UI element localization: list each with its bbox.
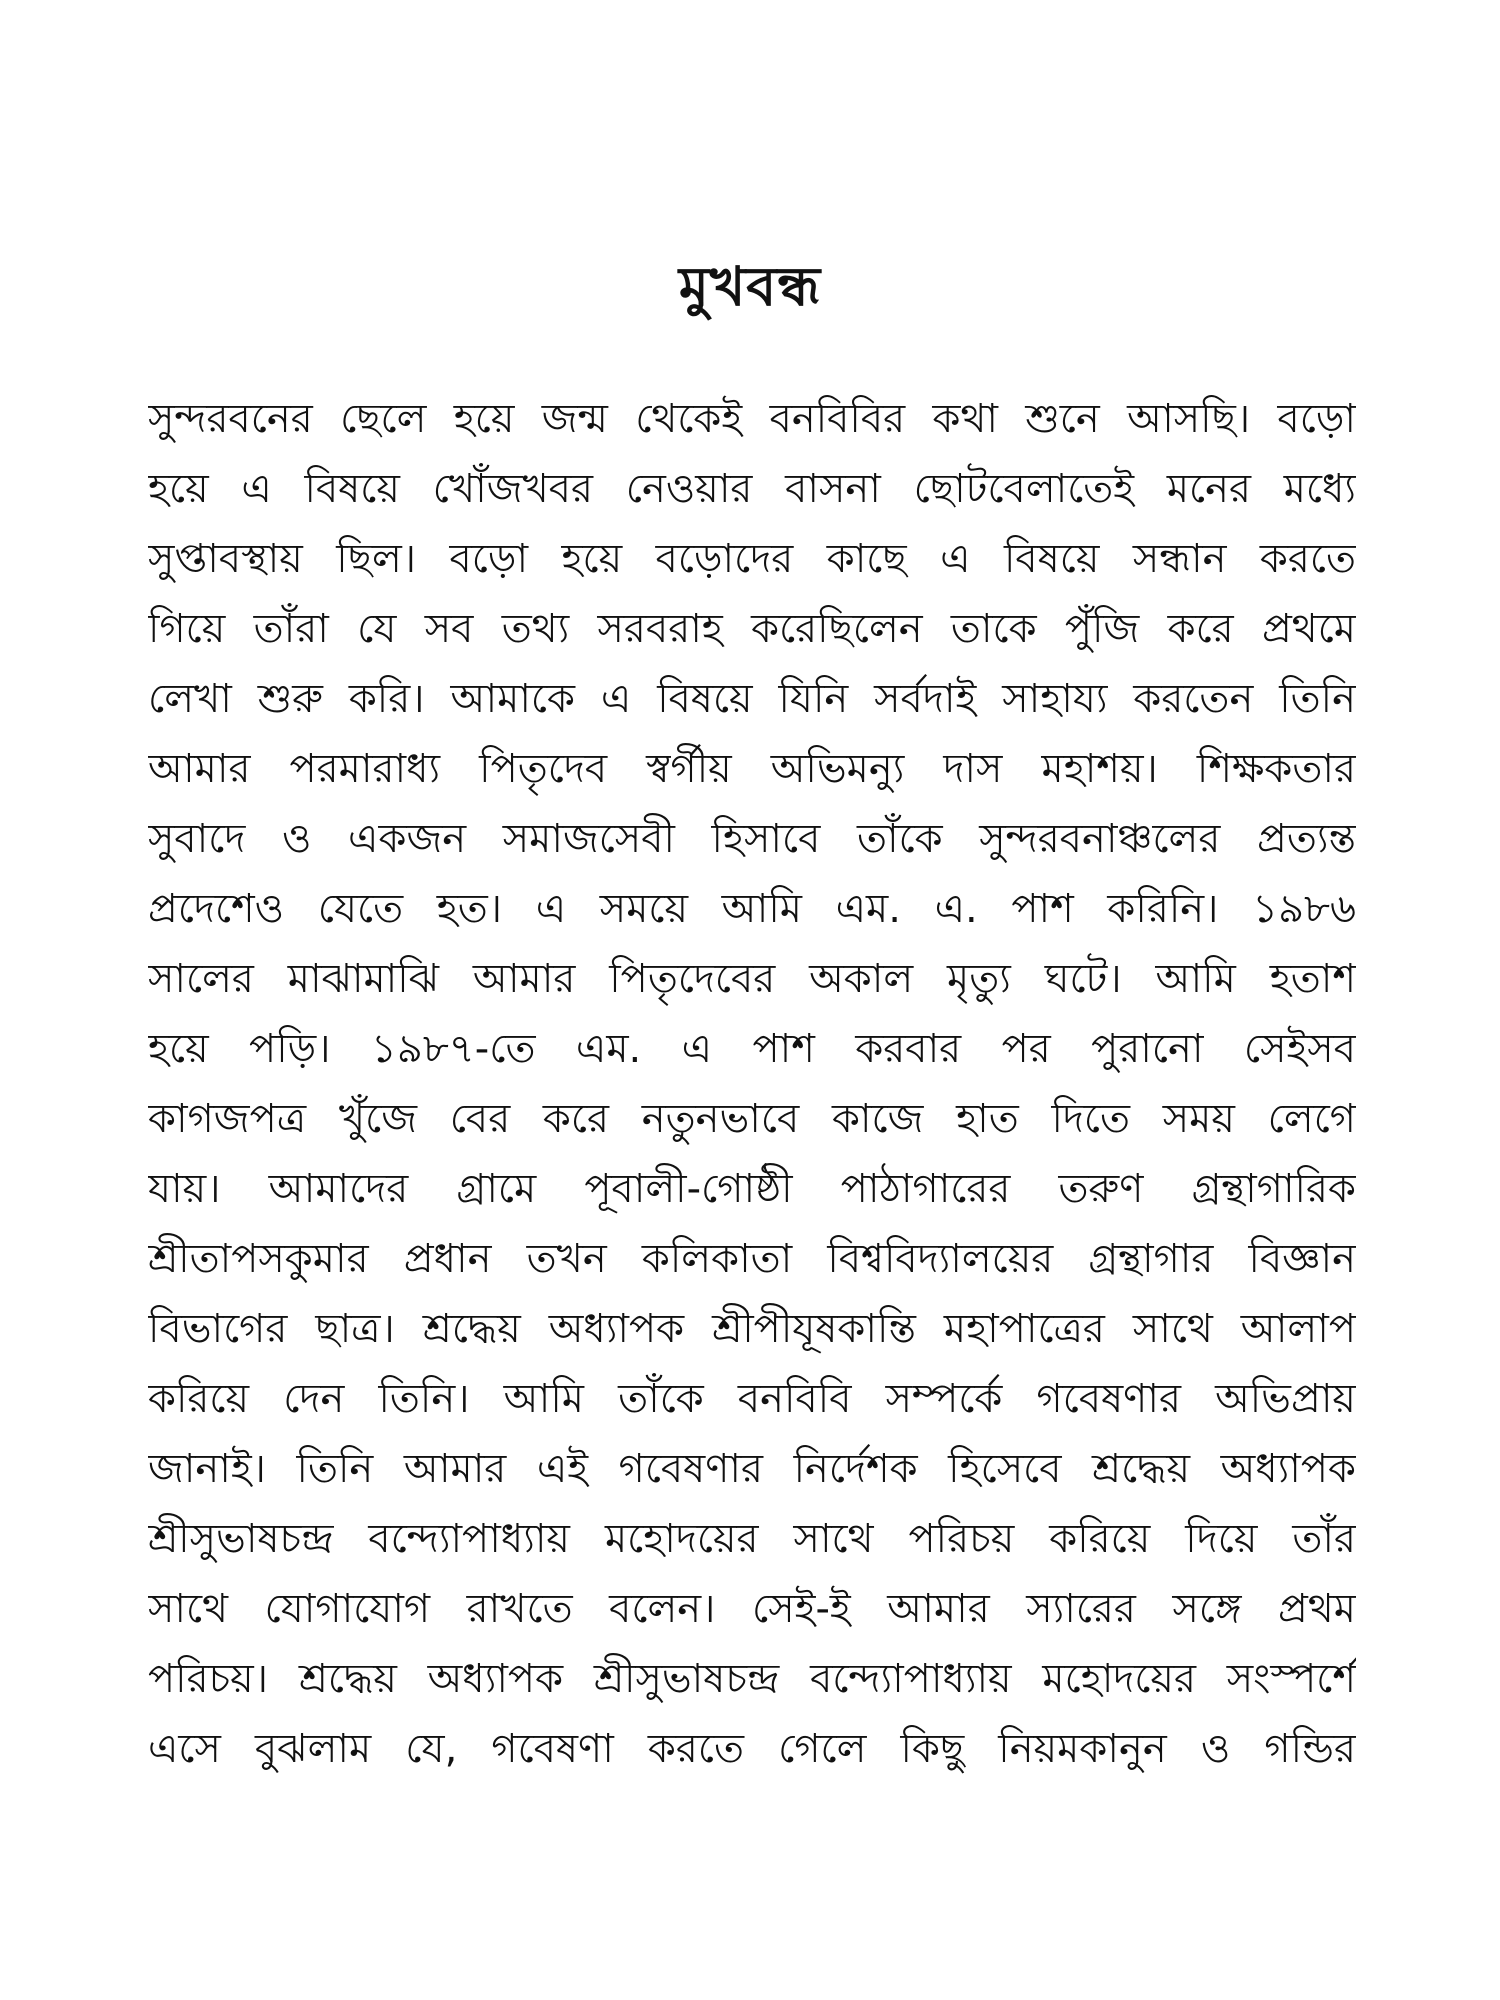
text-line: শ্রীতাপসকুমার প্রধান তখন কলিকাতা বিশ্ববিদ্যালয়ের গ্রন্থাগার বিজ্ঞান <box>148 1236 1356 1282</box>
text-line: সুবাদে ও একজন সমাজসেবী হিসাবে তাঁকে সুন্দরবনাঞ্চলের প্রত্যন্ত <box>148 816 1356 862</box>
text-line: সুপ্তাবস্থায় ছিল। বড়ো হয়ে বড়োদের কাছে এ বিষয়ে সন্ধান করতে <box>148 536 1356 582</box>
text-line: বিভাগের ছাত্র। শ্রদ্ধেয় অধ্যাপক শ্রীপীযূষকান্তি মহাপাত্রের সাথে আলাপ <box>148 1306 1356 1352</box>
text-line: করিয়ে দেন তিনি। আমি তাঁকে বনবিবি সম্পর্কে গবেষণার অভিপ্রায় <box>148 1376 1356 1422</box>
text-line: আমার পরমারাধ্য পিতৃদেব স্বর্গীয় অভিমন্যু দাস মহাশয়। শিক্ষকতার <box>148 746 1356 792</box>
text-line: সাথে যোগাযোগ রাখতে বলেন। সেই-ই আমার স্যারের সঙ্গে প্রথম <box>148 1586 1356 1632</box>
text-line: হয়ে পড়ি। ১৯৮৭-তে এম. এ পাশ করবার পর পুরানো সেইসব <box>148 1026 1356 1072</box>
body-paragraph <box>148 384 1356 1784</box>
page-title: মুখবন্ধ <box>678 255 822 318</box>
text-line: লেখা শুরু করি। আমাকে এ বিষয়ে যিনি সর্বদাই সাহায্য করতেন তিনি <box>148 676 1356 722</box>
text-line: জানাই। তিনি আমার এই গবেষণার নির্দেশক হিসেবে শ্রদ্ধেয় অধ্যাপক <box>148 1446 1356 1492</box>
text-line: গিয়ে তাঁরা যে সব তথ্য সরবরাহ করেছিলেন তাকে পুঁজি করে প্রথমে <box>148 606 1356 652</box>
text-line: সুন্দরবনের ছেলে হয়ে জন্ম থেকেই বনবিবির কথা শুনে আসছি। বড়ো <box>148 396 1356 442</box>
text-line: শ্রীসুভাষচন্দ্র বন্দ্যোপাধ্যায় মহোদয়ের সাথে পরিচয় করিয়ে দিয়ে তাঁর <box>148 1516 1356 1562</box>
text-line: প্রদেশেও যেতে হত। এ সময়ে আমি এম. এ. পাশ করিনি। ১৯৮৬ <box>148 886 1356 932</box>
text-line: যায়। আমাদের গ্রামে পূবালী-গোষ্ঠী পাঠাগারের তরুণ গ্রন্থাগারিক <box>148 1166 1356 1212</box>
text-line: পরিচয়। শ্রদ্ধেয় অধ্যাপক শ্রীসুভাষচন্দ্র বন্দ্যোপাধ্যায় মহোদয়ের সংস্পর্শে <box>148 1656 1356 1702</box>
text-line: সালের মাঝামাঝি আমার পিতৃদেবের অকাল মৃত্যু ঘটে। আমি হতাশ <box>148 956 1356 1002</box>
text-line: কাগজপত্র খুঁজে বের করে নতুনভাবে কাজে হাত দিতে সময় লেগে <box>148 1096 1356 1142</box>
text-line: এসে বুঝলাম যে, গবেষণা করতে গেলে কিছু নিয়মকানুন ও গন্ডির <box>148 1726 1356 1772</box>
text-line: হয়ে এ বিষয়ে খোঁজখবর নেওয়ার বাসনা ছোটবেলাতেই মনের মধ্যে <box>148 466 1356 512</box>
